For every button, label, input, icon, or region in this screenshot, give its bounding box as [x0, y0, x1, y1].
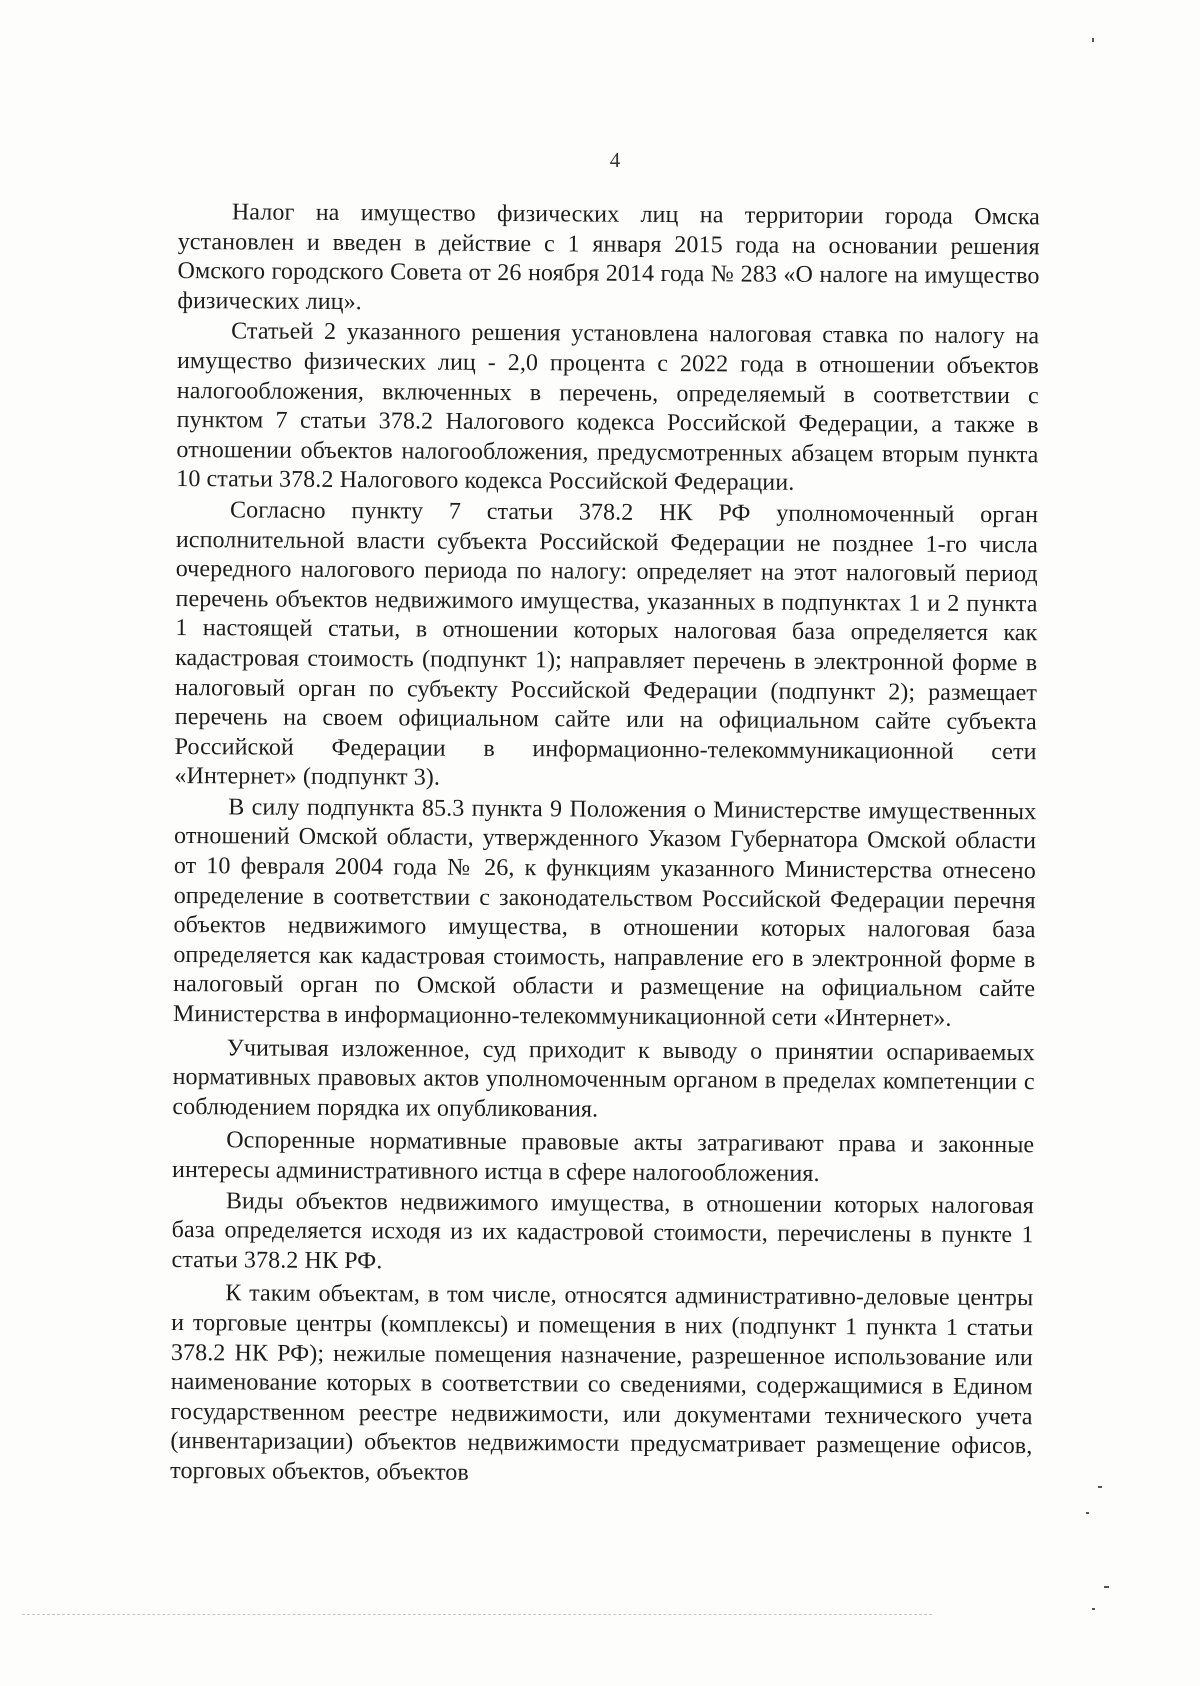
paragraph-1: Налог на имущество физических лиц на территории города Омска установлен и введен в действие с 1 января 2015 года на основании решения Омского городского Совета от 26 ноября 2014 года № 283 «О налоге на имущество физических лиц».	[177, 199, 1040, 315]
scan-speck	[1104, 1586, 1109, 1588]
paragraph-7: Виды объектов недвижимого имущества, в отношении которых налоговая база определяется исходя из их кадастровой стоимости, перечислены в пункте 1 статьи 378.2 НК РФ.	[171, 1187, 1034, 1275]
paragraph-5: Учитывая изложенное, суд приходит к выводу о принятии оспариваемых нормативных правовых актов уполномоченным органом в пределах компетенции с соблюдением порядка их опубликования.	[172, 1034, 1035, 1123]
paragraph-2: Статьей 2 указанного решения установлена налоговая ставка по налогу на имущество физических лиц - 2,0 процента с 2022 года в отношении объектов налогообложения, включенных в перечень, определяемый в соответствии с пунктом 7 статьи 378.2 Налогового кодекса Российской Федерации, а также в отношении объектов налогообложения, предусмотренных абзацем вторым пункта 10 статьи 378.2 Налогового кодекса Российской Федерации.	[176, 318, 1040, 497]
scan-edge-line	[22, 1614, 932, 1615]
scan-speck	[1092, 38, 1094, 42]
page-number: 4	[609, 148, 621, 172]
scan-speck	[1086, 1512, 1089, 1514]
paragraph-3: Согласно пункту 7 статьи 378.2 НК РФ уполномоченный орган исполнительной власти субъекта Российской Федерации не позднее 1-го числа очередного налогового периода по налогу: определяет на этот налоговый период перечень объектов недвижимого имущества, указанных в подпунктах 1 и 2 пункта 1 настоящей статьи, в отношении которых налоговая база определяется как кадастровая стоимость (подпункт 1); направляет перечень в электронной форме в налоговый орган по субъекту Российской Федерации (подпункт 2); размещает перечень на своем официальном сайте или на официальном сайте субъекта Российской Федерации в информационно-телекоммуникационной сети «Интернет» (подпункт 3).	[174, 497, 1039, 791]
paragraph-4: В силу подпункта 85.3 пункта 9 Положения о Министерстве имущественных отношений Омской области, утвержденного Указом Губернатора Омской области от 10 февраля 2004 года № 26, к функциям указанного Министерства отнесено определение в соответствии с законодательством Российской Федерации перечня объектов недвижимого имущества, в отношении которых налоговая база определяется как кадастровая стоимость, направление его в электронной форме в налоговый орган по Омской области и размещение на официальном сайте Министерства в информационно-телекоммуникационной сети «Интернет».	[172, 794, 1037, 1032]
scan-speck	[1098, 1486, 1102, 1488]
paragraph-8: К таким объектам, в том числе, относятся административно-деловые центры и торговые центры (комплексы) и помещения в них (подпункт 1 пункта 1 статьи 378.2 НК РФ); нежилые помещения назначение, разрешенное использование или наименование которых в соответствии со сведениями, содержащимися в Едином государственном реестре недвижимости, или документами технического учета (инвентаризации) объектов недвижимости предусматривает размещение офисов, торговых объектов, объектов	[170, 1280, 1034, 1486]
document-body	[170, 198, 1040, 1493]
paragraph-6: Оспоренные нормативные правовые акты затрагивают права и законные интересы административного истца в сфере налогообложения.	[171, 1127, 1035, 1187]
scan-speck	[1092, 1608, 1095, 1610]
